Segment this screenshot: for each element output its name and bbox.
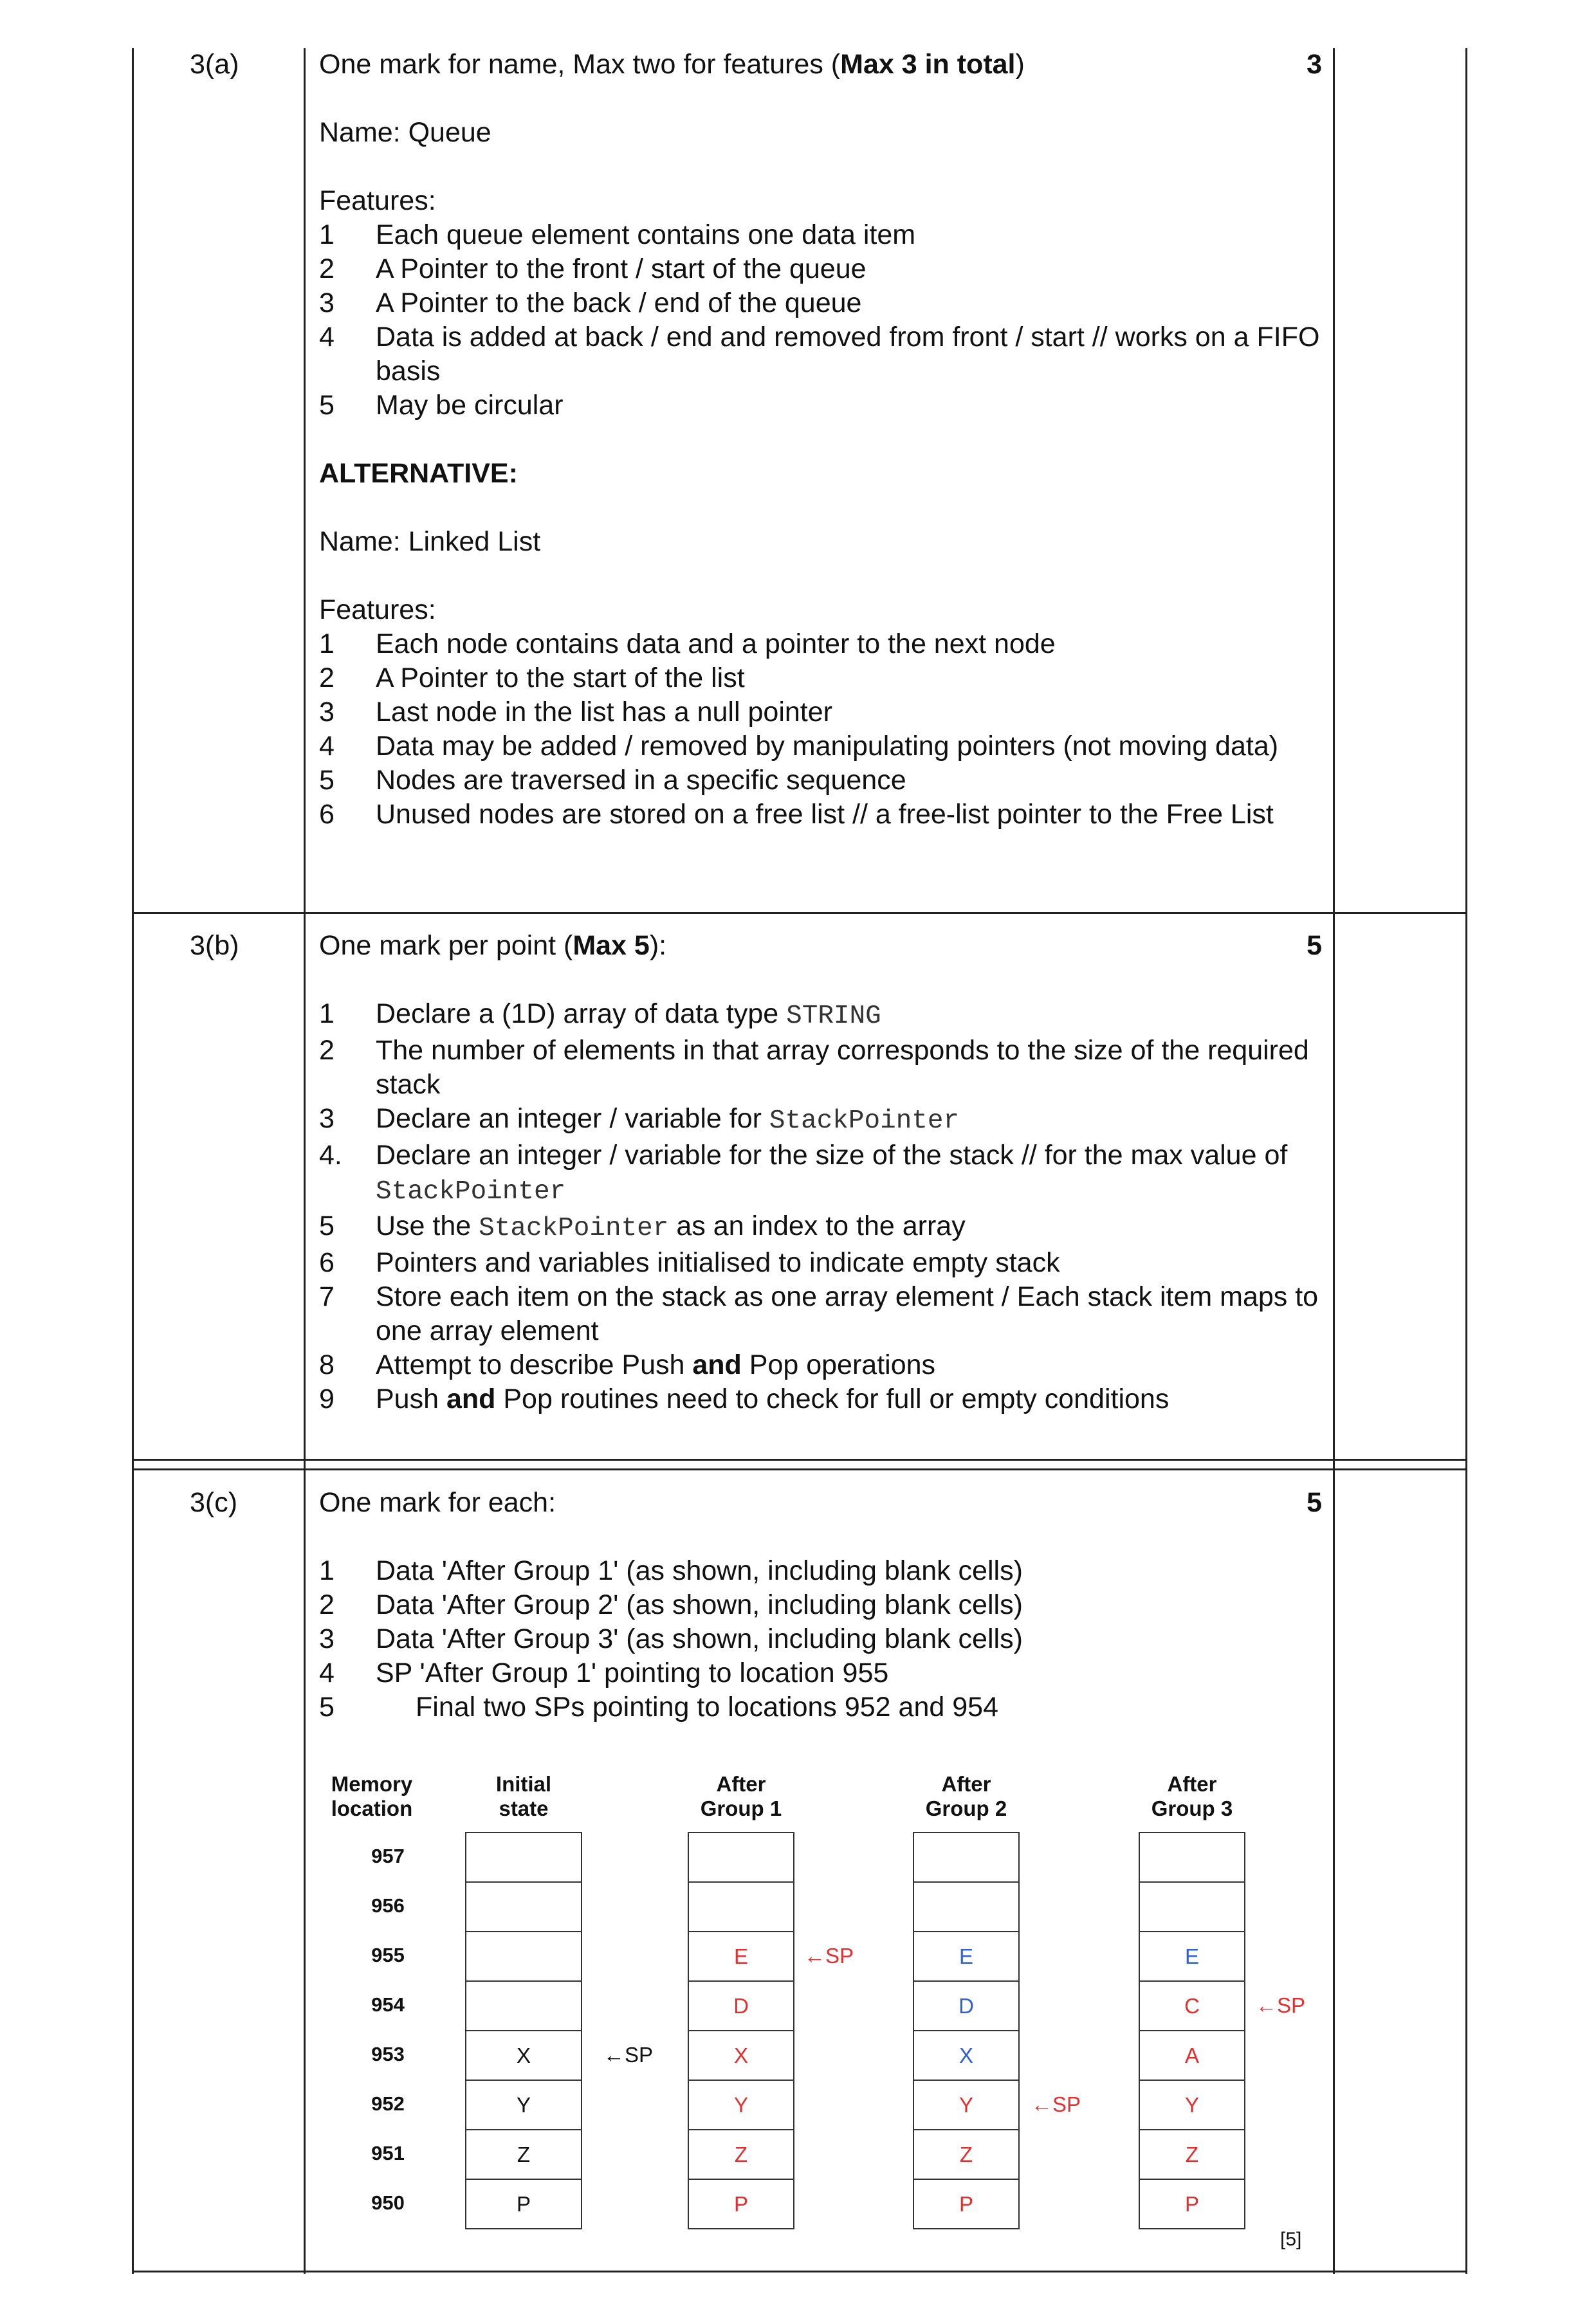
intro-3b: One mark per point (Max 5): [319,930,667,961]
stack-cell: A [1139,2030,1245,2081]
question-number-3b: 3(b) [190,930,239,961]
stack-cell: P [1139,2179,1245,2229]
list-item: 3 Declare an integer / variable for StackPointer [319,1103,960,1136]
memory-location-955: 955 [371,1944,405,1966]
list-item: 2 A Pointer to the start of the list [319,663,745,693]
stack-cell: X [465,2030,582,2081]
stack-cell: P [688,2179,794,2229]
features-label: Features: [319,185,436,216]
list-item: 3 Last node in the list has a null pointer [319,697,832,727]
marks-3c: 5 [1307,1487,1322,1518]
list-item: 4. Declare an integer / variable for the size of the stack // for the max value of StackPointer [319,1140,1288,1207]
stack-cell: Y [913,2080,1020,2130]
stack-cell [913,1832,1020,1883]
list-item: 5 Final two SPs pointing to locations 952 and 954 [319,1692,998,1723]
stack-cell: Y [465,2080,582,2130]
stack-cell: Y [688,2080,794,2130]
stack-cell: P [465,2179,582,2229]
list-item: 4 Data is added at back / end and removed from front / start // works on a FIFO basis [319,322,1320,387]
stack-cell: D [688,1980,794,2031]
stack-cell [688,1832,794,1883]
question-number-3a: 3(a) [190,49,239,80]
list-item: 1 Data 'After Group 1' (as shown, including blank cells) [319,1555,1023,1586]
stack-cell: X [913,2030,1020,2081]
mark-note: [5] [1280,2229,1302,2250]
stack-cell: X [688,2030,794,2081]
list-item: 4 SP 'After Group 1' pointing to location 955 [319,1658,889,1688]
stack-pointer-label: ←SP [1256,1993,1306,2017]
stack-cell: D [913,1980,1020,2031]
question-number-3c: 3(c) [190,1487,238,1518]
stack-cell [913,1881,1020,1932]
column-header: After Group 2 [925,1772,1007,1820]
list-item: 8 Attempt to describe Push and Pop operations [319,1349,936,1380]
marks-3b: 5 [1307,930,1322,961]
memory-location-957: 957 [371,1845,405,1867]
stack-cell [1139,1881,1245,1932]
stack-cell [465,1832,582,1883]
list-item: 2 Data 'After Group 2' (as shown, including blank cells) [319,1589,1023,1620]
table-qnum-divider [304,48,306,2274]
memory-location-956: 956 [371,1894,405,1917]
table-left-border [132,48,134,2274]
intro-3c: One mark for each: [319,1487,556,1518]
answer-3a [319,48,1329,832]
stack-cell: P [913,2179,1020,2229]
answer-3b [319,929,1329,1416]
stack-cell [465,1980,582,2031]
column-header: Initial state [495,1772,552,1820]
table-right-border [1465,48,1467,2274]
list-item: 7 Store each item on the stack as one array element / Each stack item maps to one array element [319,1281,1319,1346]
intro-3a: One mark for name, Max two for features (Max 3 in total) [319,49,1025,80]
row-divider-3a-3b [132,912,1467,914]
stack-cell [465,1931,582,1982]
alternative-label: ALTERNATIVE: [319,458,518,489]
stack-cell: E [688,1931,794,1982]
alt-features-label: Features: [319,594,436,625]
stack-pointer-label: ←SP [1031,2092,1081,2116]
stack-cell: Z [688,2129,794,2180]
stack-cell: E [1139,1931,1245,1982]
marks-3a: 3 [1307,49,1322,80]
list-item: 9 Push and Pop routines need to check for full or empty conditions [319,1384,1169,1414]
column-header: After Group 1 [700,1772,782,1820]
list-item: 5 Use the StackPointer as an index to the array [319,1211,966,1243]
stack-cell [465,1881,582,1932]
table-marks-divider [1333,48,1335,2274]
name-queue: Name: Queue [319,117,491,148]
list-item: 5 Nodes are traversed in a specific sequence [319,765,906,796]
memory-location-952: 952 [371,2092,405,2115]
list-item: 3 Data 'After Group 3' (as shown, including blank cells) [319,1623,1023,1654]
memory-location-header: Memory location [331,1772,413,1820]
stack-cell [1139,1832,1245,1883]
stack-cell: Z [465,2129,582,2180]
list-item: 4 Data may be added / removed by manipulating pointers (not moving data) [319,731,1279,762]
row-divider-3b-3c-top [132,1459,1467,1461]
column-header: After Group 3 [1151,1772,1233,1820]
stack-cell [688,1881,794,1932]
stack-pointer-label: ←SP [603,2043,654,2067]
stack-cell: C [1139,1980,1245,2031]
list-item: 1 Each queue element contains one data item [319,219,916,250]
stack-cell: Y [1139,2080,1245,2130]
stack-cell: Z [1139,2129,1245,2180]
list-item: 1 Declare a (1D) array of data type STRING [319,998,881,1031]
stack-cell: E [913,1931,1020,1982]
stack-cell: Z [913,2129,1020,2180]
list-item: 1 Each node contains data and a pointer to the next node [319,628,1056,659]
memory-location-954: 954 [371,1993,405,2016]
list-item: 2 A Pointer to the front / start of the queue [319,253,867,284]
memory-location-951: 951 [371,2142,405,2164]
table-bottom-border [132,2271,1467,2272]
answer-3c [319,1486,1329,1724]
row-divider-3b-3c-bottom [132,1468,1467,1470]
memory-location-950: 950 [371,2191,405,2214]
list-item: 2 The number of elements in that array corresponds to the size of the required stack [319,1035,1309,1100]
stack-pointer-label: ←SP [804,1944,854,1968]
list-item: 5 May be circular [319,390,564,421]
list-item: 6 Pointers and variables initialised to indicate empty stack [319,1247,1060,1278]
name-linked-list: Name: Linked List [319,526,541,557]
list-item: 6 Unused nodes are stored on a free list // a free-list pointer to the Free List [319,799,1274,830]
list-item: 3 A Pointer to the back / end of the queue [319,288,862,318]
memory-location-953: 953 [371,2043,405,2065]
